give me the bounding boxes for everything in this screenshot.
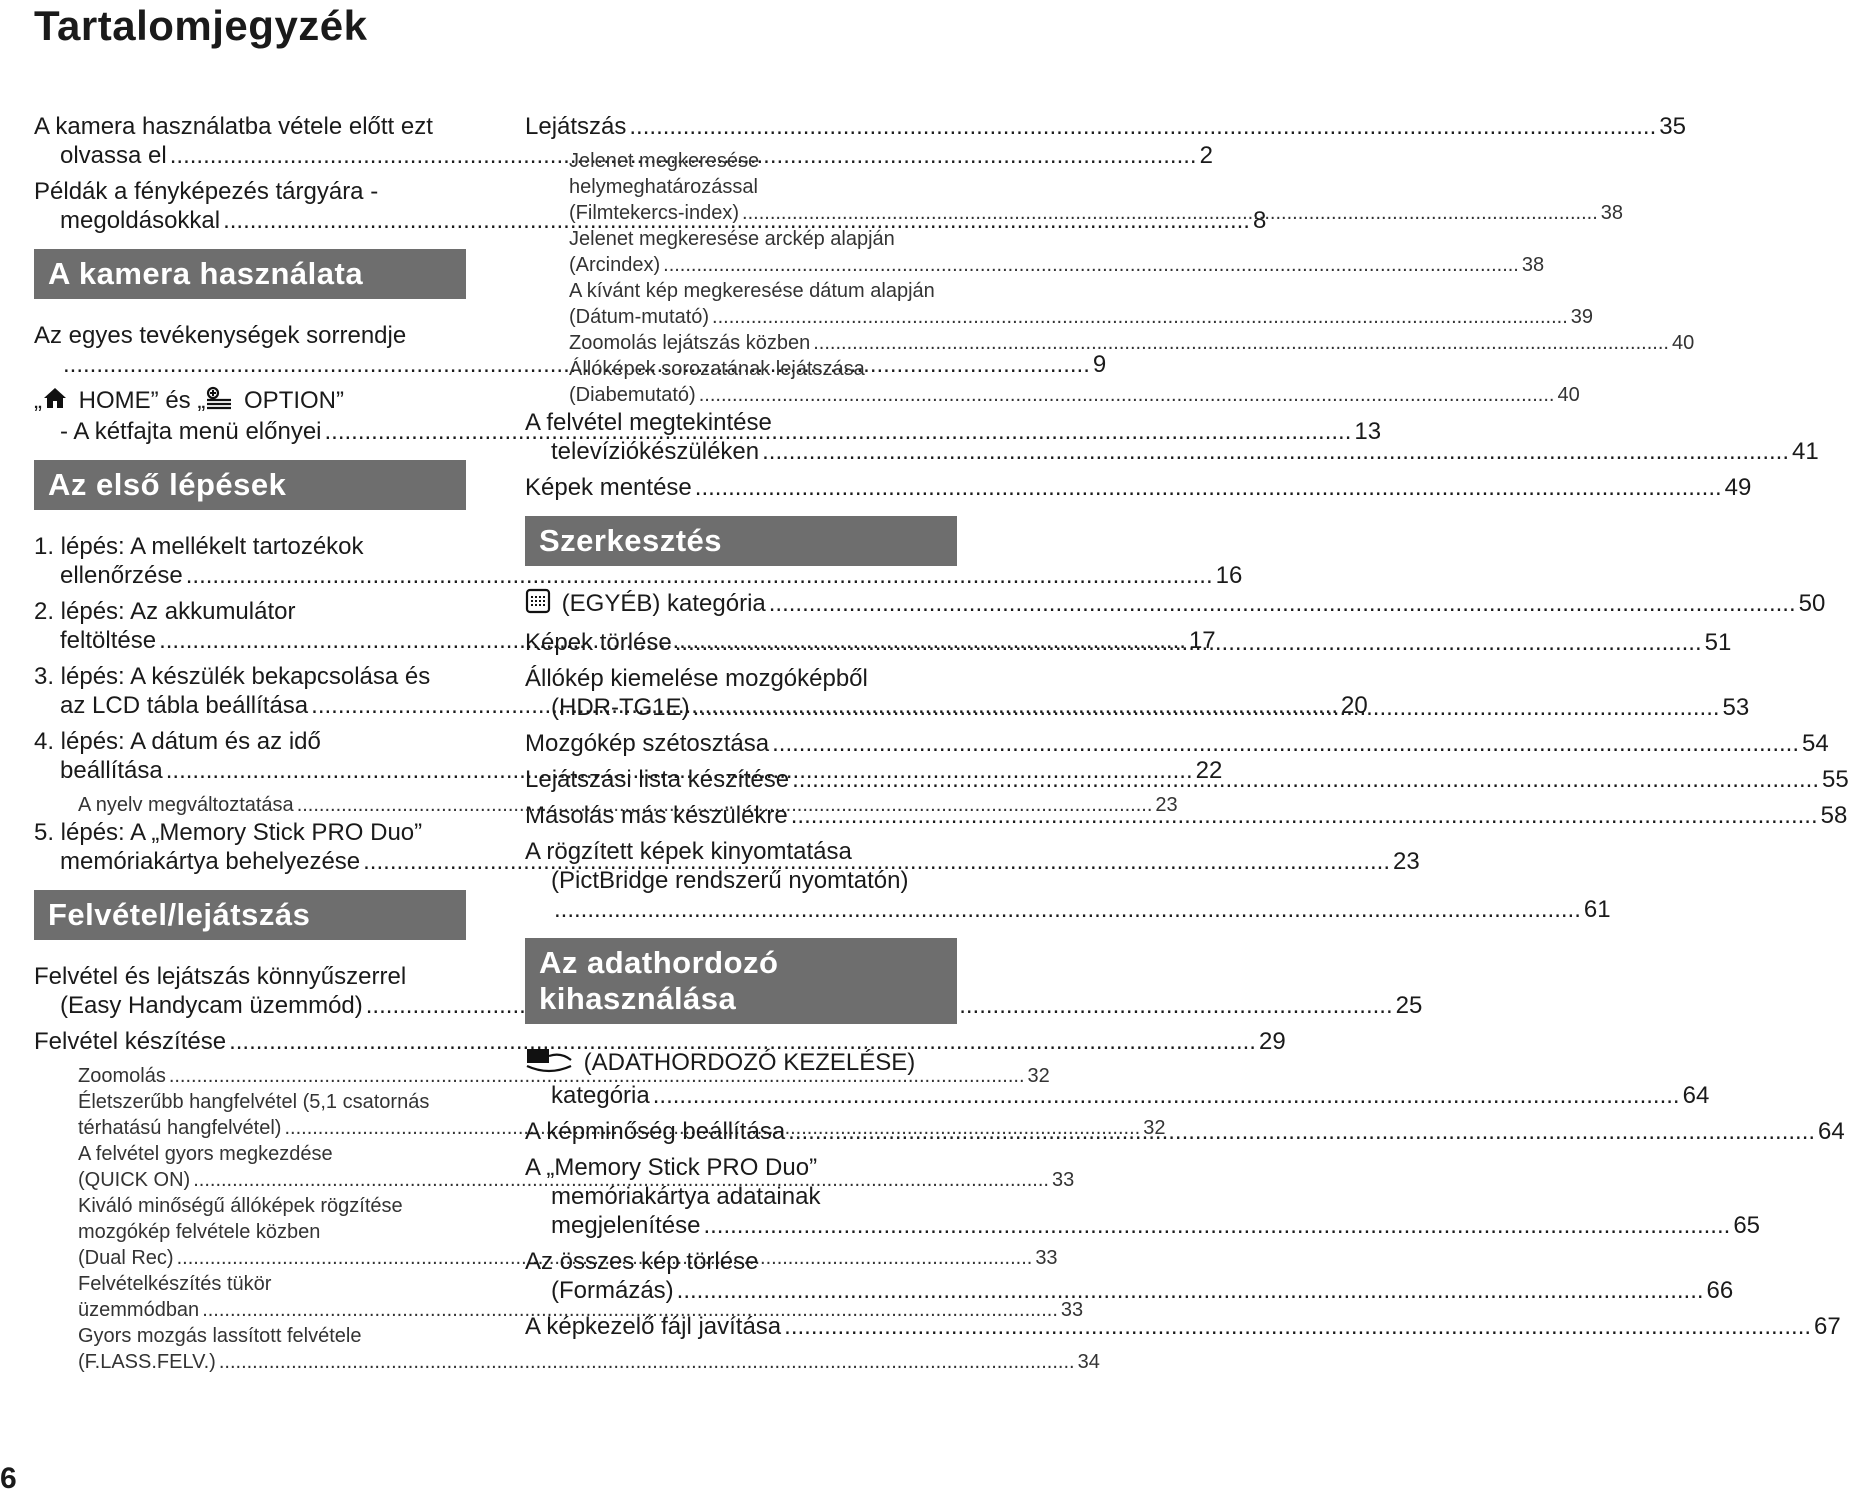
toc-subentry[interactable]: [525, 278, 1594, 330]
entry-text: Kiváló minőségű állóképek rögzítése: [78, 1195, 403, 1218]
leader-dots: [653, 1082, 1680, 1109]
leader-dots: [772, 730, 1799, 757]
entry-text: Jelenet megkeresése: [569, 150, 760, 172]
entry-text: Az összes kép törlése: [525, 1248, 759, 1275]
page-ref: 39: [1570, 306, 1594, 328]
entry-text: A nyelv megváltoztatása: [78, 794, 294, 817]
entry-text: [525, 1049, 915, 1076]
leader-dots: [699, 384, 1555, 406]
page-ref: 53: [1722, 694, 1750, 721]
section-heading: Az adathordozó kihasználása: [525, 938, 957, 1024]
toc-entry[interactable]: [525, 1312, 1841, 1341]
entry-text: (Dátum-mutató): [569, 306, 710, 328]
page-ref: 16: [1215, 562, 1243, 590]
page-ref: 17: [1188, 627, 1216, 655]
leader-dots: [791, 802, 1818, 829]
entry-text: Állóképek sorozatának lejátszása: [569, 358, 865, 380]
page-ref: 67: [1814, 1313, 1841, 1340]
leader-dots: [813, 332, 1669, 354]
entry-text: helymeghatározással: [569, 176, 758, 198]
page-ref: 25: [1395, 992, 1423, 1020]
entry-text: ellenőrzése: [60, 562, 183, 590]
entry-text: Zoomolás: [78, 1065, 166, 1088]
entry-text: Másolás más készülékre: [525, 802, 788, 829]
entry-text-content: (EGYÉB) kategória: [555, 589, 766, 617]
leader-dots: [663, 254, 1519, 276]
page-ref: 50: [1798, 589, 1826, 617]
page-ref: 23: [1393, 848, 1420, 876]
entry-text: Lejátszás: [525, 113, 627, 140]
entry-text: Zoomolás lejátszás közben: [569, 332, 811, 354]
entry-text: (QUICK ON): [78, 1169, 191, 1192]
entry-text: az LCD tábla beállítása: [60, 692, 309, 720]
page-ref: 20: [1341, 692, 1368, 720]
entry-text: Állókép kiemelése mozgóképből: [525, 665, 868, 692]
leader-dots: [695, 474, 1722, 501]
entry-text: (F.LASS.FELV.): [78, 1351, 216, 1374]
entry-text: „ HOME” és „ OPTION”: [34, 387, 344, 414]
page-ref: 32: [1143, 1117, 1166, 1140]
toc-entry[interactable]: [34, 1027, 1286, 1056]
toc-entry[interactable]: [525, 729, 1829, 758]
entry-text: (Dual Rec): [78, 1247, 174, 1270]
entry-text: A felvétel gyors megkezdése: [78, 1143, 333, 1166]
page-ref: 41: [1792, 438, 1819, 465]
entry-text: kategória: [551, 1082, 650, 1109]
entry-text: Mozgókép szétosztása: [525, 730, 770, 757]
leader-dots: [677, 1277, 1704, 1304]
entry-text: Lejátszási lista készítése: [525, 766, 790, 793]
page-ref: 49: [1724, 474, 1752, 501]
page-ref: 66: [1706, 1277, 1734, 1304]
page-ref: 64: [1818, 1118, 1845, 1145]
entry-text: (Filmtekercs-index): [569, 202, 740, 224]
toc-subentry[interactable]: [525, 356, 1580, 408]
entry-text: üzemmódban: [78, 1299, 200, 1322]
page-ref: 40: [1671, 332, 1695, 354]
page-ref: 33: [1051, 1169, 1075, 1192]
toc-subentry[interactable]: [525, 330, 1695, 356]
entry-text: megoldásokkal: [60, 207, 221, 234]
page-ref: 38: [1600, 202, 1624, 224]
page-ref: 22: [1195, 757, 1223, 785]
entry-text: (Arcindex): [569, 254, 661, 276]
leader-dots: [788, 1118, 1815, 1145]
entry-text: (Easy Handycam üzemmód): [60, 992, 363, 1020]
entry-text: Gyors mozgás lassított felvétele: [78, 1325, 362, 1348]
entry-text: Életszerűbb hangfelvétel (5,1 csatornás: [78, 1091, 430, 1114]
home-icon: [42, 386, 68, 417]
toc-entry[interactable]: [525, 112, 1686, 141]
toc-subentry[interactable]: [525, 226, 1545, 278]
entry-text: megjelenítése: [551, 1212, 701, 1239]
entry-text: mozgókép felvétele közben: [78, 1221, 321, 1244]
entry-text: A rögzített képek kinyomtatása: [525, 838, 852, 865]
entry-text: Az egyes tevékenységek sorrendje: [34, 322, 407, 349]
entry-text-content: (ADATHORDOZÓ KEZELÉSE): [577, 1048, 916, 1076]
entry-text: - A kétfajta menü előnyei: [60, 418, 322, 446]
entry-text: Jelenet megkeresése arckép alapján: [569, 228, 895, 250]
leader-dots: [712, 306, 1568, 328]
page-title: Tartalomjegyzék: [34, 2, 368, 49]
entry-text: feltöltése: [60, 627, 157, 655]
leader-dots: [742, 202, 1598, 224]
entry-text: [525, 590, 766, 617]
toc-entry[interactable]: [525, 588, 1826, 621]
page-ref: 61: [1583, 896, 1611, 923]
page-ref: 13: [1354, 418, 1382, 446]
entry-text: A képkezelő fájl javítása: [525, 1313, 782, 1340]
toc-subentry[interactable]: [525, 148, 1624, 226]
leader-dots: [629, 113, 1656, 140]
entry-text: A felvétel megtekintése: [525, 409, 772, 436]
leader-dots: [554, 896, 1581, 923]
section-heading: Felvétel/lejátszás: [34, 890, 466, 940]
leader-dots: [762, 438, 1789, 465]
entry-text: 4. lépés: A dátum és az idő: [34, 728, 321, 756]
leader-dots: [792, 766, 1819, 793]
leader-dots: [784, 1313, 1811, 1340]
leader-dots: [703, 1212, 1730, 1239]
entry-text: A kamera használatba vétele előtt ezt: [34, 113, 433, 140]
other-category-icon: [525, 588, 551, 621]
leader-dots: [769, 590, 1796, 617]
page-ref: 35: [1659, 113, 1686, 140]
toc-subentry[interactable]: [34, 1063, 1050, 1089]
page-ref: 64: [1682, 1082, 1710, 1109]
entry-text: Felvétel és lejátszás könnyűszerrel: [34, 963, 407, 991]
leader-dots: [675, 629, 1702, 656]
page-ref: 32: [1027, 1065, 1050, 1088]
entry-text: Felvételkészítés tükör: [78, 1273, 272, 1296]
page-ref: 34: [1077, 1351, 1100, 1374]
media-management-icon: [525, 1046, 573, 1081]
page-ref: 33: [1060, 1299, 1084, 1322]
page-ref: 55: [1822, 766, 1849, 793]
option-icon: [205, 386, 233, 417]
entry-text: memóriakártya behelyezése: [60, 848, 361, 876]
entry-text: A kívánt kép megkeresése dátum alapján: [569, 280, 935, 302]
page-ref: 29: [1258, 1028, 1286, 1056]
entry-text: 5. lépés: A „Memory Stick PRO Duo”: [34, 819, 423, 847]
leader-dots: [219, 1351, 1075, 1373]
entry-text: televíziókészüléken: [551, 438, 760, 465]
entry-text: A „Memory Stick PRO Duo”: [525, 1154, 818, 1181]
section-heading: Szerkesztés: [525, 516, 957, 566]
section-heading: A kamera használata: [34, 249, 466, 299]
page-ref: 2: [1199, 142, 1213, 169]
entry-text: 2. lépés: Az akkumulátor: [34, 598, 296, 626]
entry-text: (Diabemutató): [569, 384, 696, 406]
entry-text: Felvétel készítése: [34, 1028, 227, 1056]
page-ref: 8: [1252, 207, 1267, 234]
page-number: 6: [0, 1462, 17, 1495]
entry-text: A képminőség beállítása: [525, 1118, 786, 1145]
section-heading: Az első lépések: [34, 460, 466, 510]
page-ref: 40: [1557, 384, 1580, 406]
toc-entry[interactable]: [525, 473, 1752, 502]
entry-text: 1. lépés: A mellékelt tartozékok: [34, 533, 364, 561]
page-ref: 38: [1521, 254, 1545, 276]
page-ref: 51: [1704, 629, 1732, 656]
entry-text: memóriakártya adatainak: [551, 1183, 821, 1210]
page-ref: 33: [1035, 1247, 1058, 1270]
page-ref: 65: [1733, 1212, 1761, 1239]
entry-text: Képek törlése: [525, 629, 672, 656]
entry-text: 3. lépés: A készülék bekapcsolása és: [34, 663, 431, 691]
entry-text: olvassa el: [60, 142, 167, 169]
page-ref: 54: [1802, 730, 1829, 757]
page-ref: 23: [1155, 794, 1178, 817]
leader-dots: [693, 694, 1720, 721]
entry-text: térhatású hangfelvétel): [78, 1117, 282, 1140]
entry-text: Képek mentése: [525, 474, 692, 501]
entry-text: (Formázás): [551, 1277, 674, 1304]
entry-text: beállítása: [60, 757, 163, 785]
entry-text: Példák a fényképezés tárgyára -: [34, 178, 379, 205]
page-ref: 9: [1092, 351, 1107, 378]
entry-text: (HDR-TG1E): [551, 694, 690, 721]
entry-text: (PictBridge rendszerű nyomtatón): [551, 867, 909, 894]
page-ref: 58: [1820, 802, 1848, 829]
